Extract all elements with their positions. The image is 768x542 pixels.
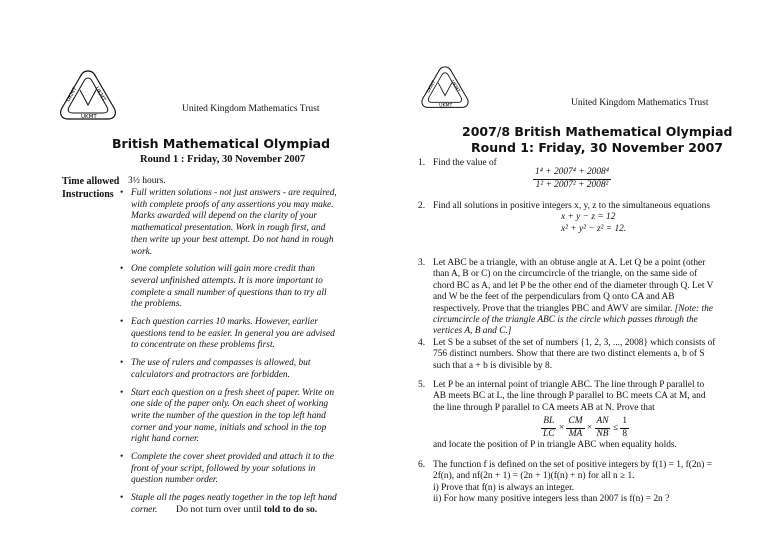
equation: x + y − z = 12: [561, 212, 616, 223]
question-text: Let P be an internal point of triangle ABC. The line through P parallel to AB meets BC at L, the line through P parallel to BC meets CA at M, and the line through P parallel to CA meets AB at N. Prove that: [433, 380, 706, 413]
question-text: Let S be a subset of the set of numbers {1, 2, 3, ..., 2008} which consists of 756 distinct numbers. Show that there are two distinct elements a, b of S such that a + b is divisible by 8.: [433, 338, 716, 371]
question-part: ii) For how many positive integers less than 2007 is f(n) = 2n ?: [433, 494, 670, 505]
svg-text:UKMT: UKMT: [93, 86, 107, 103]
turn-over-notice: [176, 504, 317, 515]
question-number: 2.: [418, 201, 426, 211]
svg-text:UKMT: UKMT: [426, 80, 438, 95]
question-number: 6.: [418, 460, 426, 470]
svg-text:UKMT: UKMT: [449, 79, 461, 94]
numerator: 1⁴ + 2007⁴ + 2008⁴: [533, 167, 611, 179]
svg-text:UKMT: UKMT: [439, 103, 453, 109]
denominator: 1² + 2007² + 2008²: [535, 179, 609, 190]
numerator: 1: [620, 416, 629, 428]
ukmt-logo-left: [56, 68, 120, 124]
question-4: [418, 338, 718, 372]
instruction-item: • Complete the cover sheet provided and attach it to the front of your script, followed by your solutions in question number order.: [120, 452, 340, 487]
paper-subtitle: Round 1: Friday, 30 November 2007: [471, 140, 724, 155]
question-number: 5.: [418, 380, 426, 390]
question-1: [418, 158, 718, 191]
leq-sign: ≤: [612, 423, 618, 434]
ukmt-logo-right: [418, 64, 472, 112]
instruction-item: • Full written solutions - not just answers - are required, with complete proofs of any assertions you may make. Marks awarded will depend on the clarity of your mathematical presentation. Work in rough first, and then write up your best attempt. Do not hand in rough work.: [120, 188, 340, 258]
paper-subtitle: Round 1 : Friday, 30 November 2007: [140, 154, 306, 165]
question-6: [418, 460, 718, 506]
question-2: [418, 201, 718, 235]
ukmt-logo-icon: [418, 64, 472, 112]
trust-name: United Kingdom Mathematics Trust: [571, 98, 709, 108]
ukmt-logo-icon: [56, 68, 120, 124]
instruction-item: • Each question carries 10 marks. However, earlier questions tend to be easier. In general you are advised to concentrate on these problems first.: [120, 317, 340, 352]
time-allowed-value: 3½ hours.: [128, 176, 166, 186]
times-sign: ×: [558, 423, 565, 434]
question-5: [418, 380, 718, 451]
question-part: i) Prove that f(n) is always an integer.: [433, 482, 575, 493]
denominator: MA: [568, 428, 583, 439]
question-text: Let ABC be a triangle, with an obtuse angle at A. Let Q be a point (other than A, B or C) on the circumcircle of the triangle, on the same side of chord BC as A, and let P be the other end of the diameter through Q. Let V and W be the feet of the perpendiculars from Q onto CA and AB respectively. Prove that the triangles PBC and AWV are similar.: [433, 258, 714, 314]
question-text: Find the value of: [433, 158, 497, 168]
question-note: [Note: the circumcircle of the triangle ABC is the circle which passes through the vertices A, B and C.]: [433, 303, 713, 337]
numerator: BL: [541, 416, 556, 428]
equation: x² + y² − z² = 12.: [561, 223, 627, 234]
denominator: NB: [596, 428, 609, 439]
question-text: The function f is defined on the set of positive integers by f(1) = 1, f(2n) = 2f(n), and nf(2n + 1) = (2n + 1)(f(n) + n) for all n ≥ 1.: [433, 460, 712, 482]
svg-text:UKMT: UKMT: [81, 114, 97, 120]
turn-over-emphasis: told to do so.: [263, 504, 318, 515]
question-number: 3.: [418, 258, 426, 268]
instruction-item: • The use of rulers and compasses is allowed, but calculators and protractors are forbidden.: [120, 358, 340, 381]
paper-title: British Mathematical Olympiad: [112, 136, 331, 151]
trust-name: United Kingdom Mathematics Trust: [182, 104, 320, 114]
numerator: AN: [595, 416, 611, 428]
question-number: 1.: [418, 158, 426, 168]
paper-title: 2007/8 British Mathematical Olympiad: [462, 124, 733, 139]
question-text: Find all solutions in positive integers x, y, z to the simultaneous equations: [433, 201, 710, 211]
instruction-item: • Start each question on a fresh sheet of paper. Write on one side of the paper only. On each sheet of working write the number of the question in the top left hand corner and your name, initials and school in the top right hand corner.: [120, 388, 340, 447]
numerator: CM: [566, 416, 584, 428]
instructions-list: [120, 188, 340, 523]
question-number: 4.: [418, 338, 426, 348]
inequality: [541, 416, 718, 440]
time-allowed-label: Time allowed: [62, 176, 120, 187]
fraction: [533, 167, 611, 191]
times-sign: ×: [586, 423, 593, 434]
svg-text:UKMT: UKMT: [65, 86, 79, 103]
denominator: LC: [543, 428, 555, 439]
denominator: 8: [622, 428, 628, 439]
instructions-label: Instructions: [62, 189, 114, 200]
question-3: [418, 258, 718, 338]
turn-over-text: Do not turn over until: [176, 504, 264, 515]
question-text: and locate the position of P in triangle ABC when equality holds.: [433, 440, 677, 451]
instruction-item: • One complete solution will gain more credit than several unfinished attempts. It is more important to complete a small number of questions than to try all the problems.: [120, 264, 340, 311]
instruction-item: • Staple all the pages neatly together in the top left hand corner.: [120, 493, 340, 516]
